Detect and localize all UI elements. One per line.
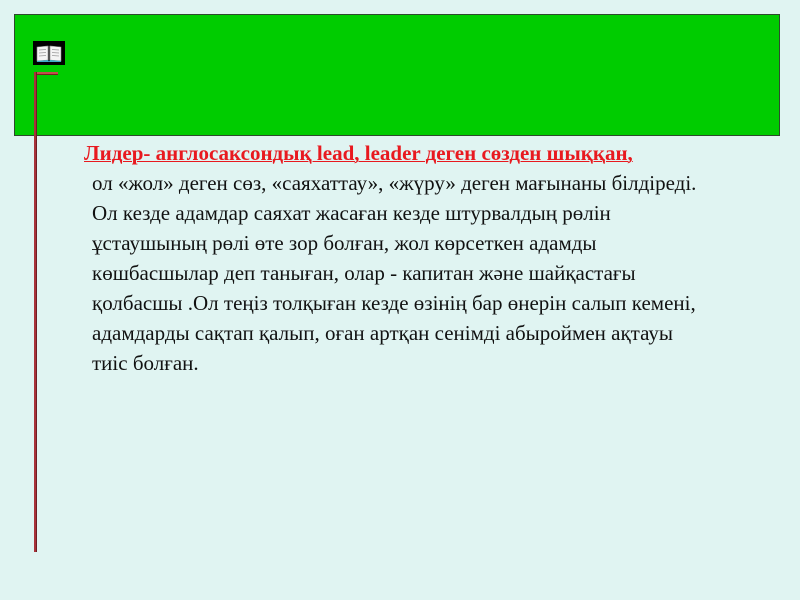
slide-content — [84, 138, 704, 378]
slide-body-text: ол «жол» деген сөз, «саяхаттау», «жүру» деген мағынаны білдіреді. Ол кезде адамдар саяхат жасаған кезде штурвалдың рөлін ұстаушының рөлі өте зор болған, жол көрсеткен адамды көшбасшылар деп таныған, олар - капитан және шайқастағы қолбасшы .Ол теңіз толқыған кезде өзінің бар өнерін салып кемені, адамдарды сақтап қалып, оған артқан сенімді абыроймен ақтауы тиіс болған. — [92, 171, 697, 375]
open-book-icon — [33, 41, 65, 65]
accent-line-horizontal — [34, 72, 58, 75]
accent-line-vertical — [34, 72, 37, 552]
title-banner — [14, 14, 780, 136]
slide-heading: Лидер- англосаксондық lead, leader деген сөзден шыққан, — [84, 141, 633, 165]
